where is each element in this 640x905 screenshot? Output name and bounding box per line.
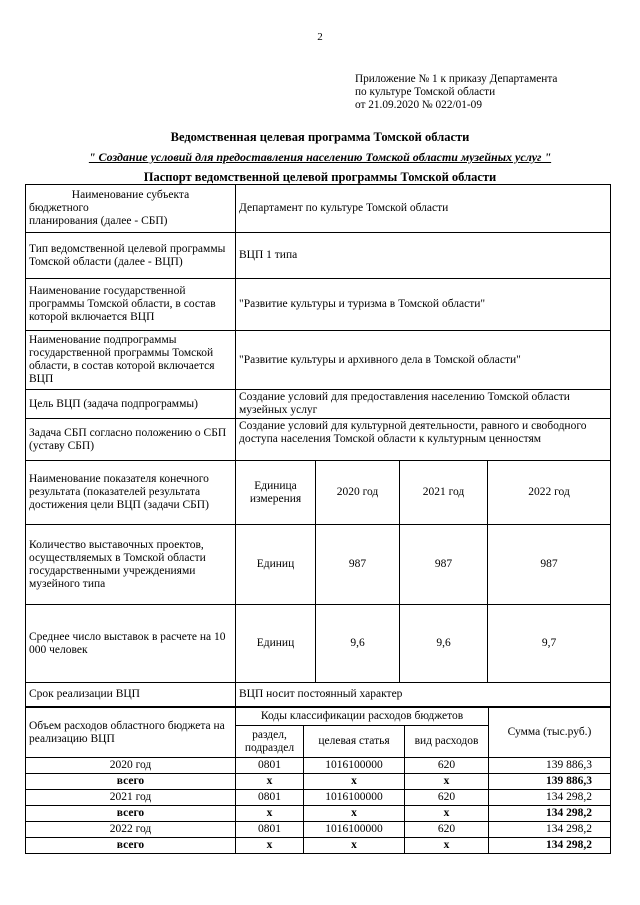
appendix-line-3: от 21.09.2020 № 022/01-09 xyxy=(355,99,482,111)
expense-header: вид расходов xyxy=(405,726,489,758)
budget-section: x xyxy=(236,838,304,854)
budget-section: x xyxy=(236,774,304,790)
term-label: Срок реализации ВЦП xyxy=(26,683,236,707)
budget-target: x xyxy=(304,838,405,854)
indicator-header-label: Наименование показателя конечного результата (показателей результата достижения цели ВЦП (задачи СБП) xyxy=(26,461,236,525)
gp-label: Наименование государственной программы Томской области, в состав которой включается ВЦП xyxy=(26,279,236,331)
indicator-value-2021: 9,6 xyxy=(400,605,488,683)
budget-year: 2021 год xyxy=(26,790,236,806)
budget-section: 0801 xyxy=(236,822,304,838)
indicator-name: Среднее число выставок в расчете на 10 000 человек xyxy=(26,605,236,683)
document-title: Ведомственная целевая программа Томской области xyxy=(170,130,470,144)
sum-header: Сумма (тыс.руб.) xyxy=(489,708,611,758)
budget-expense: x xyxy=(405,806,489,822)
indicator-value-2022: 987 xyxy=(488,525,611,605)
type-label: Тип ведомственной целевой программы Томской области (далее - ВЦП) xyxy=(26,233,236,279)
budget-row xyxy=(26,822,611,838)
target-header: целевая статья xyxy=(304,726,405,758)
unit-header: Единица измерения xyxy=(236,461,316,525)
appendix-line-1: Приложение № 1 к приказу Департамента xyxy=(355,73,558,85)
indicator-unit: Единиц xyxy=(236,605,316,683)
subprogram-value: "Развитие культуры и архивного дела в Томской области" xyxy=(236,331,611,390)
budget-row xyxy=(26,790,611,806)
term-value: ВЦП носит постоянный характер xyxy=(236,683,611,707)
indicator-unit: Единиц xyxy=(236,525,316,605)
codes-header: Коды классификации расходов бюджетов xyxy=(236,708,489,726)
budget-row xyxy=(26,758,611,774)
indicator-value-2020: 9,6 xyxy=(316,605,400,683)
indicator-name: Количество выставочных проектов, осуществляемых в Томской области государственными учреждениями музейного типа xyxy=(26,525,236,605)
budget-expense: x xyxy=(405,774,489,790)
page-number: 2 xyxy=(317,31,323,43)
budget-year: 2022 год xyxy=(26,822,236,838)
budget-expense: x xyxy=(405,838,489,854)
goal-value: Создание условий для предоставления населению Томской области музейных услуг xyxy=(236,390,611,419)
program-name: " Создание условий для предоставления населению Томской области музейных услуг " xyxy=(88,150,552,164)
task-value: Создание условий для культурной деятельности, равного и свободного доступа населения Томской области к культурным ценностям xyxy=(236,419,611,461)
appendix-line-2: по культуре Томской области xyxy=(355,86,496,98)
budget-year: всего xyxy=(26,838,236,854)
budget-sum: 134 298,2 xyxy=(489,822,611,838)
appendix-note xyxy=(355,73,557,112)
budget-sum: 134 298,2 xyxy=(489,790,611,806)
budget-section: 0801 xyxy=(236,758,304,774)
budget-sum: 139 886,3 xyxy=(489,758,611,774)
indicator-value-2021: 987 xyxy=(400,525,488,605)
gp-value: "Развитие культуры и туризма в Томской области" xyxy=(236,279,611,331)
indicator-row xyxy=(26,525,611,605)
budget-label: Объем расходов областного бюджета на реализацию ВЦП xyxy=(26,708,236,758)
budget-sum: 134 298,2 xyxy=(489,838,611,854)
budget-year: всего xyxy=(26,806,236,822)
budget-target: 1016100000 xyxy=(304,822,405,838)
budget-total-row xyxy=(26,838,611,854)
indicator-row xyxy=(26,605,611,683)
budget-year: всего xyxy=(26,774,236,790)
subprogram-label: Наименование подпрограммы государственной программы Томской области, в состав которой включается ВЦП xyxy=(26,331,236,390)
year-header-2022: 2022 год xyxy=(488,461,611,525)
task-label: Задача СБП согласно положению о СБП (уставу СБП) xyxy=(26,419,236,461)
budget-expense: 620 xyxy=(405,790,489,806)
budget-section: 0801 xyxy=(236,790,304,806)
budget-table xyxy=(25,707,611,854)
budget-expense: 620 xyxy=(405,758,489,774)
budget-target: x xyxy=(304,774,405,790)
section-header: раздел, подраздел xyxy=(236,726,304,758)
budget-target: x xyxy=(304,806,405,822)
budget-expense: 620 xyxy=(405,822,489,838)
budget-total-row xyxy=(26,774,611,790)
budget-sum: 139 886,3 xyxy=(489,774,611,790)
year-header-2021: 2021 год xyxy=(400,461,488,525)
passport-title: Паспорт ведомственной целевой программы Томской области xyxy=(143,170,497,184)
goal-label: Цель ВЦП (задача подпрограммы) xyxy=(26,390,236,419)
budget-target: 1016100000 xyxy=(304,758,405,774)
sbp-label: Наименование субъекта бюджетного планирования (далее - СБП) xyxy=(26,185,236,233)
budget-section: x xyxy=(236,806,304,822)
indicator-value-2020: 987 xyxy=(316,525,400,605)
sbp-value: Департамент по культуре Томской области xyxy=(236,185,611,233)
budget-year: 2020 год xyxy=(26,758,236,774)
year-header-2020: 2020 год xyxy=(316,461,400,525)
type-value: ВЦП 1 типа xyxy=(236,233,611,279)
passport-table xyxy=(25,184,611,707)
budget-total-row xyxy=(26,806,611,822)
budget-target: 1016100000 xyxy=(304,790,405,806)
budget-sum: 134 298,2 xyxy=(489,806,611,822)
indicator-value-2022: 9,7 xyxy=(488,605,611,683)
